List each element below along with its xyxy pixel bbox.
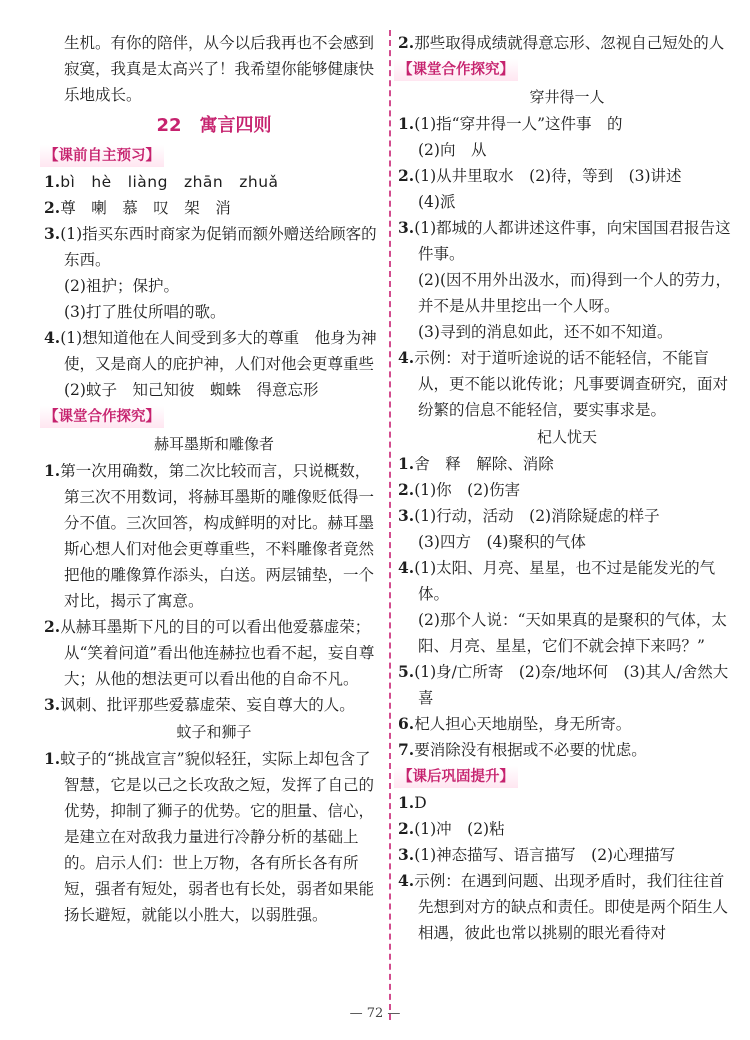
consolidate-answers <box>398 790 736 946</box>
page-number: — 72 — <box>349 1006 401 1021</box>
mosquito-lion-answers <box>44 746 384 928</box>
answer-item: (2)祖护；保护。 <box>64 277 179 295</box>
answer-item: (3)四方 (4)聚积的气体 <box>418 533 586 551</box>
answer-item: 2.(1)从井里取水 (2)待，等到 (3)讲述 <box>398 166 682 185</box>
answer-item: 2.(1)你 (2)伤害 <box>398 480 521 499</box>
story-title-qi-worry: 杞人忧天 <box>536 428 597 446</box>
answer-item: 3.(1)神态描写、语言描写 (2)心理描写 <box>398 845 676 864</box>
left-column <box>44 30 384 928</box>
intro-paragraph: 生机。有你的陪伴，从今以后我再也不会感到寂寞，我真是太高兴了！我希望你能够健康快乐地成长。 <box>64 34 375 104</box>
answer-item: 2.尊 喇 慕 叹 架 消 <box>44 198 231 217</box>
story-title-hermes: 赫耳墨斯和雕像者 <box>153 435 274 453</box>
section-tag-preview: 【课前自主预习】 <box>40 145 164 167</box>
answer-item: 1.蚊子的“挑战宣言”貌似轻狂，实际上却包含了智慧，它是以己之长攻敌之短，发挥了自己的优势，抑制了狮子的优势。它的胆量、信心，是建立在对敌我力量进行冷静分析的基础上的。启示人们：世上万物，各有所长各有所短，强者有短处，弱者也有长处，弱者如果能扬长避短，就能以小胜大，以弱胜强。 <box>44 749 375 924</box>
answer-item: 3.(1)都城的人都讲述这件事，向宋国国君报告这件事。 <box>398 218 731 263</box>
answer-item: 2.从赫耳墨斯下凡的目的可以看出他爱慕虚荣；从“笑着问道”看出他连赫拉也看不起，妄自尊大；从他的想法更可以看出他的自命不凡。 <box>44 617 375 688</box>
story-title-mosquito-lion: 蚊子和狮子 <box>176 723 252 741</box>
story-title-well: 穿井得一人 <box>529 88 605 106</box>
answer-item: (2)蚊子 知己知彼 蜘蛛 得意忘形 <box>64 381 319 399</box>
answer-item: (4)派 <box>418 193 456 211</box>
section-tag-explore-2: 【课堂合作探究】 <box>394 59 518 81</box>
well-answers <box>398 111 736 423</box>
answer-item: 1.(1)指“穿井得一人”这件事 的 <box>398 114 623 133</box>
answer-item: 1.D <box>398 793 427 812</box>
preview-answers <box>44 169 384 403</box>
answer-item: (2)(因不用外出汲水，而)得到一个人的劳力，并不是从井里挖出一个人呀。 <box>418 271 732 315</box>
answer-item: 4.(1)太阳、月亮、星星，也不过是能发光的气体。 <box>398 558 716 603</box>
answer-item: (2)向 从 <box>418 141 487 159</box>
column-divider <box>389 30 391 1020</box>
answer-item: 5.(1)身/亡所寄 (2)奈/地坏何 (3)其人/舍然大喜 <box>398 662 729 707</box>
answer-item: 4.示例：对于道听途说的话不能轻信，不能盲从，更不能以讹传讹；凡事要调查研究，面对纷繁的信息不能轻信，要实事求是。 <box>398 348 729 419</box>
answer-item: 1.舍 释 解除、消除 <box>398 454 554 473</box>
answer-item: (3)寻到的消息如此，还不如不知道。 <box>418 323 673 341</box>
answer-item: 7.要消除没有根据或不必要的忧虑。 <box>398 740 647 759</box>
answer-item: (2)那个人说：“天如果真的是聚积的气体，太阳、月亮、星星，它们不就会掉下来吗？” <box>418 611 727 655</box>
answer-item: 2.那些取得成绩就得意忘形、忽视自己短处的人 <box>398 33 725 52</box>
answer-item: (3)打了胜仗所唱的歌。 <box>64 303 226 321</box>
answer-item: 4.(1)想知道他在人间受到多大的尊重 他身为神使，又是商人的庇护神，人们对他会更尊重些 <box>44 328 377 373</box>
answer-item: 4.示例：在遇到问题、出现矛盾时，我们往往首先想到对方的缺点和责任。即使是两个陌生人相遇，彼此也常以挑剔的眼光看待对 <box>398 871 729 942</box>
answer-item: 1.第一次用确数，第二次比较而言，只说概数，第三次不用数词，将赫耳墨斯的雕像贬低得一分不值。三次回答，构成鲜明的对比。赫耳墨斯心想人们对他会更尊重些，不料雕像者竟然把他的雕像算作添头，白送。两层铺垫，一个对比，揭示了寓意。 <box>44 461 375 610</box>
hermes-answers <box>44 458 384 718</box>
answer-item: 3.(1)指买东西时商家为促销而额外赠送给顾客的东西。 <box>44 224 377 269</box>
answer-item: 3.(1)行动，活动 (2)消除疑虑的样子 <box>398 506 660 525</box>
answer-item: 1.bì hè liàng zhān zhuǎ <box>44 172 279 191</box>
section-tag-consolidate: 【课后巩固提升】 <box>394 766 518 788</box>
answer-item: 3.讽刺、批评那些爱慕虚荣、妄自尊大的人。 <box>44 695 355 714</box>
lesson-title: 22 寓言四则 <box>156 115 272 136</box>
section-tag-explore: 【课堂合作探究】 <box>40 406 164 428</box>
answer-item: 6.杞人担心天地崩坠，身无所寄。 <box>398 714 632 733</box>
answer-item: 2.(1)冲 (2)粘 <box>398 819 505 838</box>
right-column <box>398 30 736 946</box>
qi-worry-answers <box>398 451 736 763</box>
